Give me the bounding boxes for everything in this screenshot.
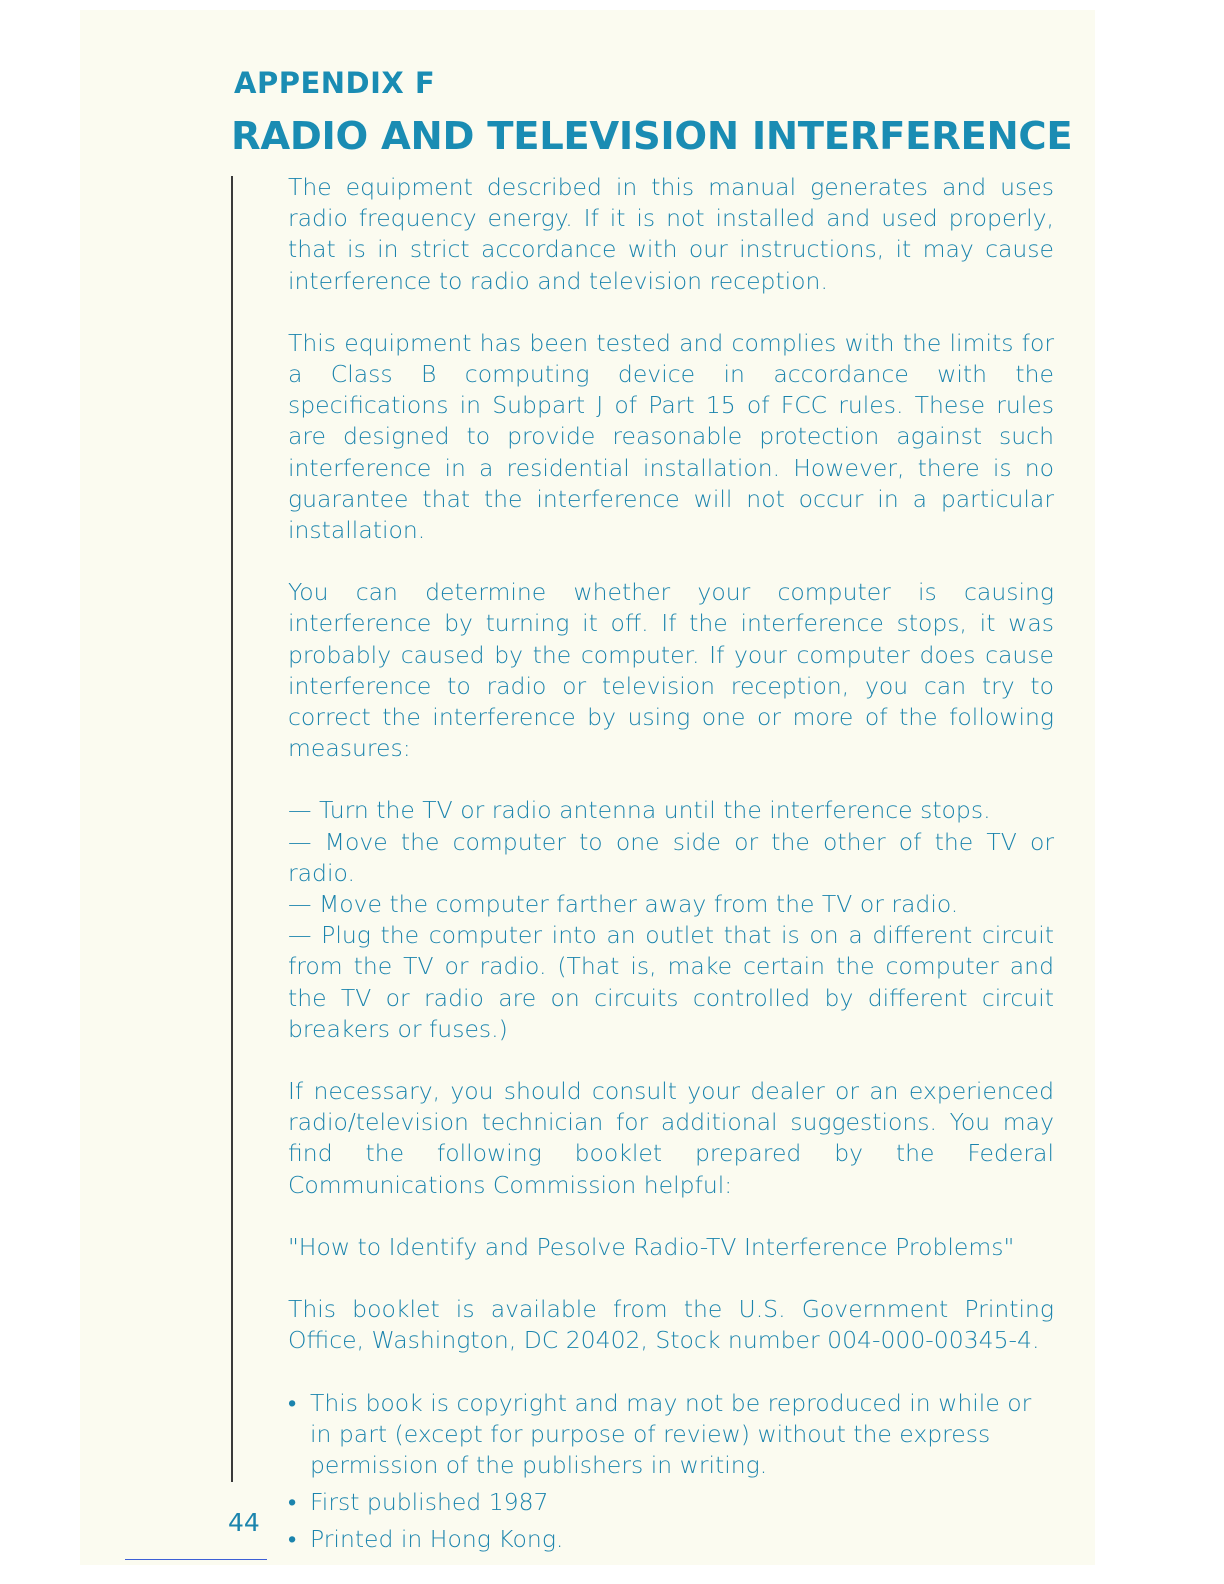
note-text: First published 1987 — [310, 1488, 549, 1517]
footer-line — [125, 1559, 267, 1560]
body-text — [288, 172, 1054, 1562]
bullet-icon: • — [288, 1525, 297, 1554]
paragraph-consult: If necessary, you should consult your dealer or an experienced radio/television technician for additional suggestions. You may find the following booklet prepared by the Federal Communications Commission helpful: — [288, 1077, 1054, 1199]
measure-item: — Turn the TV or radio antenna until the interference stops. — [288, 796, 991, 825]
paragraph-availability: This booklet is available from the U.S. Government Printing Office, Washington, DC 20402, Stock number 004-000-00345-4. — [288, 1295, 1054, 1355]
note-item — [288, 1524, 1054, 1555]
notes-list — [288, 1388, 1054, 1556]
measure-item: — Plug the computer into an outlet that is on a different circuit from the TV or radio. (That is, make certain the computer and the TV or radio are on circuits controlled by different circuit breakers or fuses.) — [288, 921, 1054, 1043]
page-number: 44 — [228, 1508, 260, 1537]
measure-item: — Move the computer to one side or the other of the TV or radio. — [288, 827, 1054, 887]
bullet-icon: • — [288, 1488, 297, 1517]
measures-list — [288, 795, 1054, 1045]
margin-rule — [231, 176, 233, 1482]
paragraph-compliance: This equipment has been tested and complies with the limits for a Class B computing device in accordance with the specifications in Subpart J of Part 15 of FCC rules. These rules are designed to provide reasonable protection against such interference in a residential installation. However, there is no guarantee that the interference will not occur in a particular installation. — [288, 328, 1054, 545]
bullet-icon: • — [288, 1388, 297, 1417]
note-item — [288, 1487, 1054, 1518]
appendix-label: APPENDIX F — [234, 66, 436, 100]
note-item — [288, 1388, 1054, 1482]
page-title: RADIO AND TELEVISION INTERFERENCE — [231, 114, 1073, 159]
paragraph-determine: You can determine whether your computer is causing interference by turning it off. If the interference stops, it was probably caused by the computer. If your computer does cause interference to radio or television reception, you can try to correct the interference by using one or more of the following measures: — [288, 578, 1054, 763]
booklet-title: "How to Identify and Pesolve Radio-TV Interference Problems" — [288, 1232, 1015, 1261]
measure-item: — Move the computer farther away from the TV or radio. — [288, 890, 959, 919]
note-text: This book is copyright and may not be reproduced in while or in part (except for purpose of review) without the express permission of the publishers in writing. — [310, 1388, 1032, 1479]
paragraph-intro: The equipment described in this manual generates and uses radio frequency energy. If it is not installed and used properly, that is in strict accordance with our instructions, it may cause interference to radio and television reception. — [288, 173, 1054, 295]
note-text: Printed in Hong Kong. — [310, 1525, 564, 1554]
